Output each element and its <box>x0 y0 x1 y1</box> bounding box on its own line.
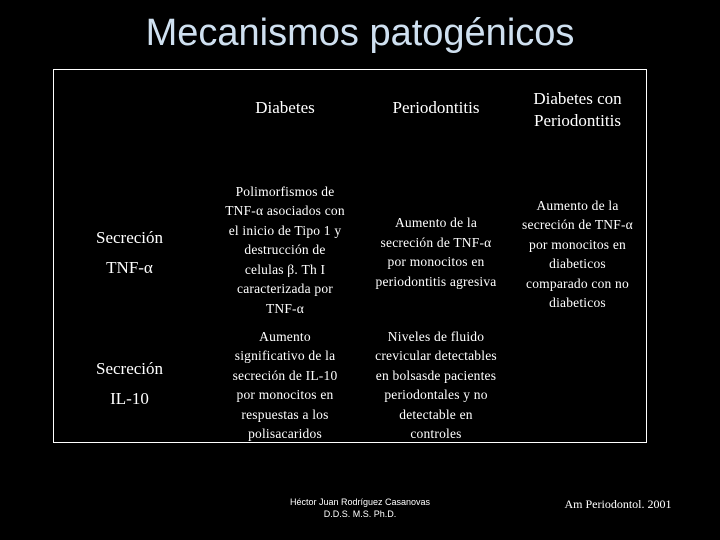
header-diabetes-label: Diabetes <box>255 98 315 117</box>
cell-line: secreción de IL-10 <box>232 367 338 383</box>
cell-line: TNF-α <box>265 300 305 316</box>
cell-line: destrucción de <box>244 242 326 258</box>
cell-line: polisacaridos <box>248 426 322 441</box>
slide-title: Mecanismos patogénicos <box>145 12 575 54</box>
cell-line: respuestas a los <box>241 406 329 422</box>
header-diabetes-periodontitis <box>507 82 648 138</box>
row-label-il10-line2: IL-10 <box>110 389 149 408</box>
header-diabetes <box>205 90 365 126</box>
cell-il10-diabetes <box>205 325 365 445</box>
cell-line: por monocitos en <box>387 254 485 269</box>
cell-line: periodontales y no <box>384 387 488 402</box>
cell-line: periodontitis agresiva <box>375 273 497 289</box>
citation: Am Periodontol. 2001 <box>564 497 672 511</box>
comparison-table <box>53 69 647 443</box>
cell-line: diabeticos <box>549 256 606 271</box>
cell-line: Aumento de la <box>536 197 619 213</box>
cell-line: por monocitos en <box>236 387 334 402</box>
cell-il10-periodontitis <box>365 325 507 445</box>
author-degrees: D.D.S. M.S. Ph.D. <box>323 509 397 519</box>
author-name: Héctor Juan Rodríguez Casanovas <box>289 497 431 507</box>
cell-line: Aumento <box>259 328 311 344</box>
cell-line: TNF-α asociados con <box>225 203 345 219</box>
row-label-tnf <box>54 218 205 288</box>
cell-line: Niveles de fluido <box>387 328 485 344</box>
header-diabetes-periodontitis-line1: Diabetes con <box>533 89 622 108</box>
cell-line: en bolsasde pacientes <box>375 367 497 383</box>
cell-tnf-periodontitis <box>365 210 507 294</box>
author-credit <box>230 496 490 520</box>
header-periodontitis-label: Periodontitis <box>392 98 480 117</box>
cell-tnf-both <box>507 194 648 314</box>
cell-line: por monocitos en <box>529 236 626 252</box>
header-diabetes-periodontitis-line2: Periodontitis <box>534 111 621 130</box>
cell-line: caracterizada por <box>237 281 333 297</box>
row-label-il10-line1: Secreción <box>95 359 164 378</box>
row-label-tnf-line1: Secreción <box>95 228 164 247</box>
cell-line: el inicio de Tipo 1 y <box>228 222 342 238</box>
cell-line: controles <box>410 426 462 441</box>
cell-line: diabeticos <box>549 295 606 310</box>
cell-line: celulas β. Th I <box>244 261 326 277</box>
row-label-tnf-line2: TNF-α <box>106 258 153 277</box>
cell-line: secreción de TNF-α <box>522 217 633 232</box>
row-label-il10 <box>54 349 205 419</box>
cell-line: comparado con no <box>526 275 629 291</box>
cell-line: significativo de la <box>234 348 336 363</box>
cell-line: crevicular detectables <box>375 348 497 363</box>
cell-line: Polimorfismos de <box>235 183 335 199</box>
cell-line: secreción de TNF-α <box>380 234 492 250</box>
cell-tnf-diabetes <box>205 180 365 320</box>
cell-line: detectable en <box>399 406 473 422</box>
cell-line: Aumento de la <box>394 215 478 230</box>
header-periodontitis <box>365 90 507 126</box>
